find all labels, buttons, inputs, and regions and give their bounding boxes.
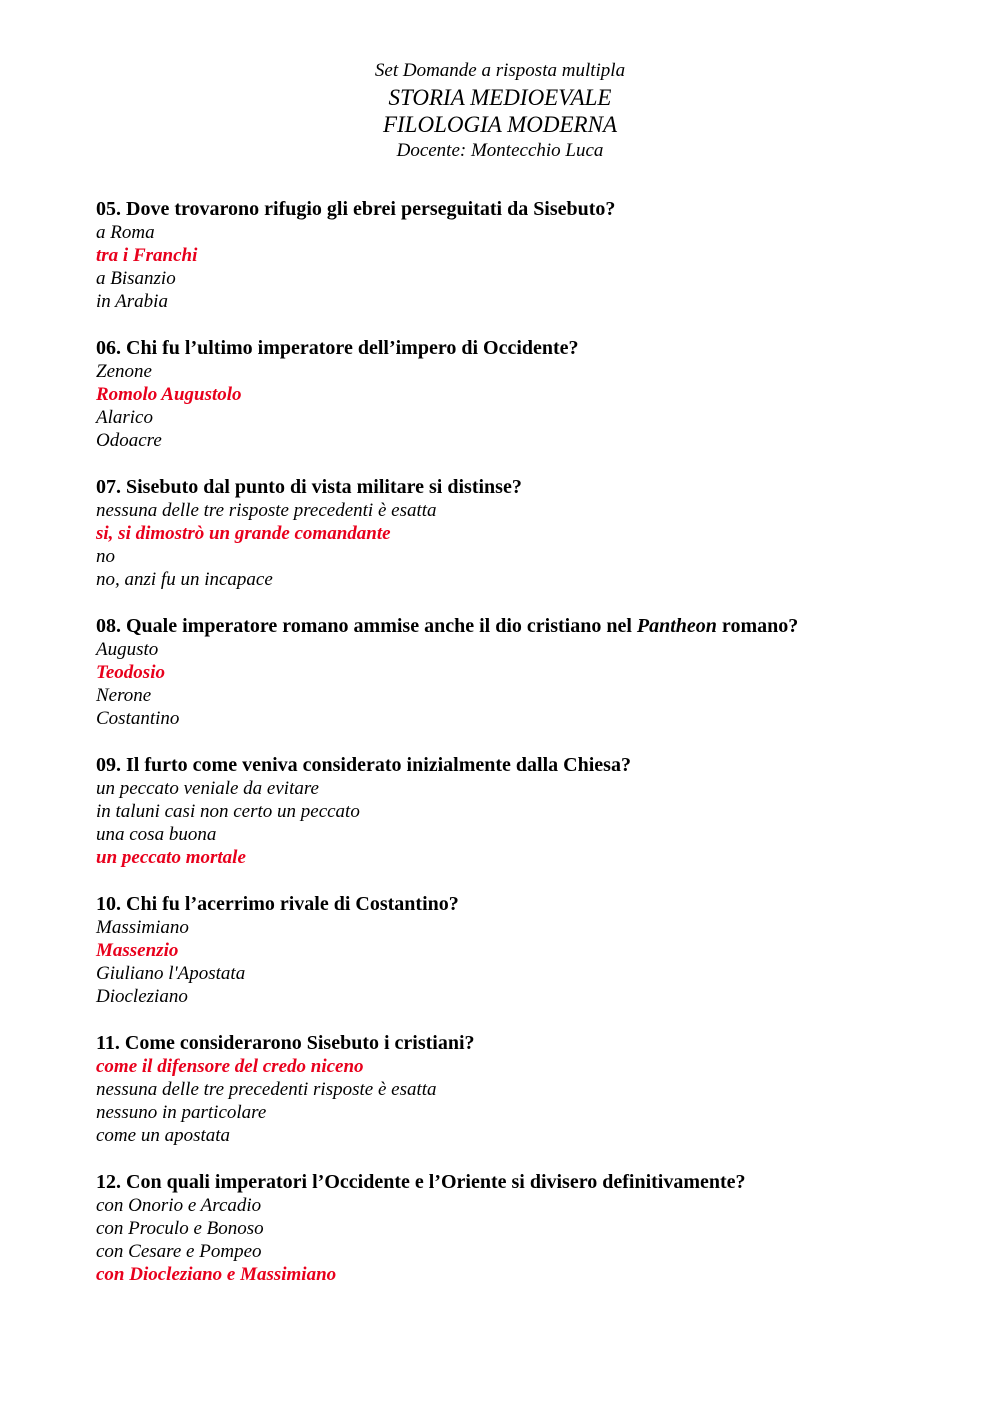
correct-answer: tra i Franchi: [96, 245, 198, 266]
question-title-emphasis: Pantheon: [636, 615, 717, 637]
answer-option: una cosa buona: [96, 824, 217, 845]
question-10: [96, 892, 956, 1031]
answer-option: Augusto: [96, 639, 159, 660]
course-title: STORIA MEDIOEVALE: [388, 85, 612, 110]
answer-option: Diocleziano: [96, 986, 188, 1007]
question-title: [96, 614, 956, 638]
correct-answer: Massenzio: [96, 940, 179, 961]
question-title: 06. Chi fu l’ultimo imperatore dell’impero di Occidente?: [96, 337, 579, 359]
answer-option: Nerone: [96, 685, 152, 706]
document-subtitle: Set Domande a risposta multipla: [374, 60, 626, 81]
answer-option: con Cesare e Pompeo: [96, 1241, 262, 1262]
answer-option: Odoacre: [96, 430, 162, 451]
answer-option: a Roma: [96, 222, 155, 243]
correct-answer: si, si dimostrò un grande comandante: [96, 523, 391, 544]
question-title: 09. Il furto come veniva considerato inizialmente dalla Chiesa?: [96, 754, 631, 776]
question-06: [96, 336, 956, 475]
answer-option: con Onorio e Arcadio: [96, 1195, 262, 1216]
correct-answer: con Diocleziano e Massimiano: [96, 1264, 337, 1285]
question-07: [96, 475, 956, 614]
correct-answer: un peccato mortale: [96, 847, 246, 868]
question-title: 11. Come considerarono Sisebuto i cristiani?: [96, 1032, 475, 1054]
answer-option: Zenone: [96, 361, 152, 382]
question-11: [96, 1031, 956, 1170]
question-title-end: romano?: [716, 615, 799, 637]
question-title: 07. Sisebuto dal punto di vista militare si distinse?: [96, 476, 522, 498]
answer-option: no, anzi fu un incapace: [96, 569, 273, 590]
answer-option: nessuna delle tre risposte precedenti è esatta: [96, 500, 437, 521]
answer-option: nessuno in particolare: [96, 1102, 267, 1123]
answer-option: come un apostata: [96, 1125, 231, 1146]
question-12: [96, 1170, 956, 1309]
correct-answer: Romolo Augustolo: [96, 384, 242, 405]
question-title-start: 08. Quale imperatore romano ammise anche il dio cristiano nel: [96, 615, 637, 637]
correct-answer: come il difensore del credo niceno: [96, 1056, 364, 1077]
answer-option: in Arabia: [96, 291, 168, 312]
answer-option: nessuna delle tre precedenti risposte è esatta: [96, 1079, 437, 1100]
answer-option: un peccato veniale da evitare: [96, 778, 319, 799]
answer-option: Alarico: [96, 407, 153, 428]
question-title: 10. Chi fu l’acerrimo rivale di Costantino?: [96, 893, 459, 915]
correct-answer: Teodosio: [96, 662, 165, 683]
answer-option: Giuliano l'Apostata: [96, 963, 246, 984]
answer-option: Costantino: [96, 708, 180, 729]
teacher-name: Docente: Montecchio Luca: [396, 140, 604, 161]
question-09: [96, 753, 956, 892]
question-08: [96, 614, 956, 753]
answer-option: in taluni casi non certo un peccato: [96, 801, 360, 822]
answer-option: no: [96, 546, 115, 567]
answer-option: Massimiano: [96, 917, 189, 938]
question-05: [96, 197, 956, 336]
question-title: 12. Con quali imperatori l’Occidente e l’Oriente si divisero definitivamente?: [96, 1171, 746, 1193]
document-header: [0, 58, 1000, 164]
program-title: FILOLOGIA MODERNA: [382, 112, 618, 137]
answer-option: con Proculo e Bonoso: [96, 1218, 264, 1239]
question-title: 05. Dove trovarono rifugio gli ebrei perseguitati da Sisebuto?: [96, 198, 616, 220]
answer-option: a Bisanzio: [96, 268, 176, 289]
question-list: [96, 197, 956, 1309]
